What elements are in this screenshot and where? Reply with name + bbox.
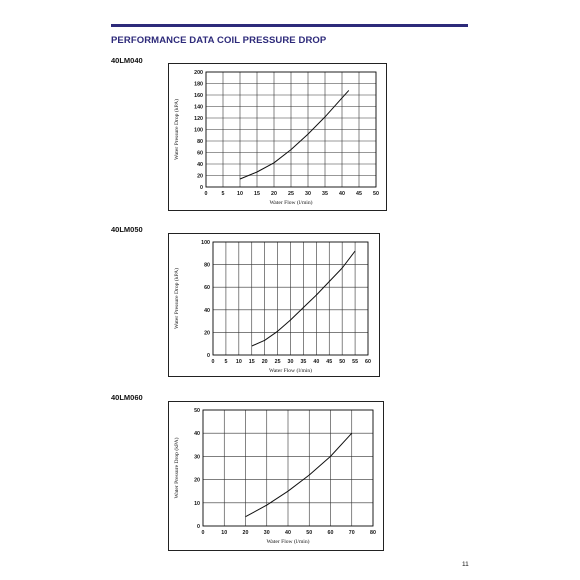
y-tick-label: 120 bbox=[194, 116, 203, 122]
x-tick-label: 0 bbox=[201, 530, 205, 536]
y-tick-label: 80 bbox=[197, 139, 203, 145]
page-title: PERFORMANCE DATA COIL PRESSURE DROP bbox=[111, 35, 327, 46]
y-tick-label: 200 bbox=[194, 70, 203, 76]
x-tick-label: 35 bbox=[322, 191, 328, 197]
chart-40lm050-svg bbox=[169, 234, 379, 376]
y-tick-label: 140 bbox=[194, 104, 203, 111]
x-tick-label: 40 bbox=[339, 191, 345, 197]
x-tick-label: 5 bbox=[221, 191, 225, 197]
x-tick-label: 20 bbox=[242, 530, 249, 536]
x-tick-label: 40 bbox=[313, 359, 320, 365]
chart-40lm060 bbox=[168, 401, 384, 551]
x-axis-label: Water Flow (l/min) bbox=[268, 368, 313, 374]
y-tick-label: 40 bbox=[194, 431, 200, 438]
y-tick-label: 0 bbox=[200, 185, 203, 191]
x-tick-label: 25 bbox=[288, 191, 294, 197]
x-tick-label: 80 bbox=[370, 530, 376, 536]
y-tick-label: 0 bbox=[207, 353, 210, 359]
x-tick-label: 0 bbox=[204, 191, 208, 197]
y-tick-label: 80 bbox=[204, 262, 210, 269]
x-tick-label: 5 bbox=[224, 359, 228, 365]
y-tick-label: 20 bbox=[194, 477, 200, 484]
x-tick-label: 15 bbox=[254, 191, 260, 197]
chart-40lm040-svg bbox=[169, 64, 386, 210]
x-tick-label: 70 bbox=[348, 530, 355, 536]
y-tick-label: 0 bbox=[197, 524, 200, 530]
y-axis-label: Water Pressure Drop (kPA) bbox=[174, 98, 180, 161]
y-tick-label: 60 bbox=[197, 150, 203, 157]
x-tick-label: 15 bbox=[248, 359, 255, 365]
x-tick-label: 30 bbox=[305, 191, 311, 197]
chart-40lm050 bbox=[168, 233, 380, 377]
y-tick-label: 100 bbox=[201, 240, 210, 246]
series-line bbox=[240, 90, 349, 179]
x-tick-label: 10 bbox=[237, 191, 243, 197]
y-tick-label: 60 bbox=[204, 285, 210, 292]
x-tick-label: 0 bbox=[211, 359, 215, 365]
y-tick-label: 100 bbox=[194, 127, 203, 134]
model-label-40lm060: 40LM060 bbox=[111, 393, 143, 402]
x-tick-label: 60 bbox=[365, 359, 371, 365]
chart-40lm040 bbox=[168, 63, 387, 211]
y-tick-label: 40 bbox=[197, 162, 203, 168]
y-tick-label: 20 bbox=[197, 173, 203, 180]
x-tick-label: 55 bbox=[352, 359, 359, 365]
x-tick-label: 20 bbox=[271, 191, 277, 197]
x-axis-label: Water Flow (l/min) bbox=[266, 539, 310, 545]
model-label-40lm040: 40LM040 bbox=[111, 56, 143, 65]
y-tick-label: 160 bbox=[194, 93, 203, 99]
x-tick-label: 10 bbox=[235, 359, 242, 365]
chart-40lm060-svg bbox=[169, 402, 383, 550]
x-tick-label: 40 bbox=[285, 530, 291, 536]
x-tick-label: 50 bbox=[339, 359, 346, 365]
x-tick-label: 25 bbox=[274, 359, 281, 365]
x-tick-label: 10 bbox=[221, 530, 228, 536]
x-tick-label: 30 bbox=[263, 530, 270, 536]
x-tick-label: 30 bbox=[287, 359, 294, 365]
series-line bbox=[246, 433, 352, 517]
y-tick-label: 20 bbox=[204, 330, 210, 337]
y-axis-label: Water Pressure Drop (kPA) bbox=[174, 267, 180, 330]
y-axis-label: Water Pressure Drop (kPA) bbox=[174, 437, 180, 499]
x-tick-label: 35 bbox=[300, 359, 307, 365]
y-tick-label: 40 bbox=[204, 307, 210, 314]
page-number: 11 bbox=[462, 561, 469, 568]
model-label-40lm050: 40LM050 bbox=[111, 225, 143, 234]
header-rule bbox=[111, 24, 468, 27]
y-tick-label: 30 bbox=[194, 454, 200, 461]
x-tick-label: 50 bbox=[306, 530, 313, 536]
x-axis-label: Water Flow (l/min) bbox=[269, 200, 313, 206]
y-tick-label: 10 bbox=[194, 500, 200, 507]
y-tick-label: 50 bbox=[194, 408, 200, 414]
x-tick-label: 45 bbox=[326, 359, 333, 365]
y-tick-label: 180 bbox=[194, 81, 203, 88]
x-tick-label: 50 bbox=[373, 191, 379, 197]
x-tick-label: 20 bbox=[261, 359, 268, 365]
x-tick-label: 45 bbox=[356, 191, 362, 197]
x-tick-label: 60 bbox=[327, 530, 334, 536]
